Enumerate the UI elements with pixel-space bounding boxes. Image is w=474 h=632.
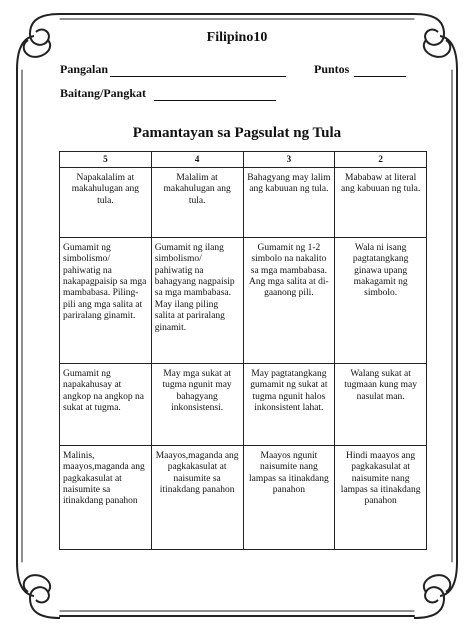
score-label: Puntos <box>314 62 350 76</box>
table-cell: Bahagyang may lalim ang kabuuan ng tula. <box>243 167 335 237</box>
table-cell: Hindi maayos ang pagkakasulat at naisumite nang lampas sa itinakdang panahon <box>335 445 427 549</box>
table-cell: Malalim at makahulugan ang tula. <box>151 167 243 237</box>
table-row <box>60 445 427 549</box>
column-header: 4 <box>151 152 243 168</box>
table-cell: Gumamit ng ilang simbolismo/ pahiwatig na bahagyang nagpaisip sa mga mambabasa. May ilang piling salita at pariralang ginamit. <box>151 237 243 363</box>
corner-scroll-bottom-right <box>414 562 457 618</box>
table-cell: Gumamit ng 1-2 simbolo na nakalito sa mga mambabasa. Ang mga salita at di-gaanong pili. <box>243 237 335 363</box>
table-row <box>60 363 427 445</box>
rubric-header-row <box>60 152 427 168</box>
table-cell: Walang sukat at tugmaan kung may nasulat man. <box>335 363 427 445</box>
table-cell: Malinis, maayos,maganda ang pagkakasulat at naisumite sa itinakdang panahon <box>60 445 152 549</box>
section-line[interactable] <box>154 89 276 101</box>
table-cell: Maayos ngunit naisumite nang lampas sa itinakdang panahon <box>243 445 335 549</box>
score-line[interactable] <box>354 65 406 77</box>
subject-title: Filipino10 <box>206 30 268 45</box>
table-cell: Maayos,maganda ang pagkakasulat at naisumite sa itinakdang panahon <box>151 445 243 549</box>
column-header: 5 <box>60 152 152 168</box>
table-cell: Wala ni isang pagtatangkang ginawa upang makagamit ng simbolo. <box>335 237 427 363</box>
column-header: 3 <box>243 152 335 168</box>
name-label: Pangalan <box>60 62 109 76</box>
rubric-table <box>59 151 427 550</box>
table-row <box>60 237 427 363</box>
name-field <box>60 62 286 77</box>
section-field <box>60 86 276 101</box>
table-cell: Mababaw at literal ang kabuuan ng tula. <box>335 167 427 237</box>
table-cell: Napakalalim at makahulugan ang tula. <box>60 167 152 237</box>
table-cell: Gumamit ng simbolismo/ pahiwatig na nakapagpaisip sa mga mambabasa. Piling- pili ang mga salita at pariralang ginamit. <box>60 237 152 363</box>
section-label: Baitang/Pangkat <box>60 86 147 100</box>
name-line[interactable] <box>110 65 286 77</box>
score-field <box>314 62 406 77</box>
column-header: 2 <box>335 152 427 168</box>
table-row <box>60 167 427 237</box>
table-cell: May pagtatangkang gumamit ng sukat at tugma ngunit halos inkonsistent lahat. <box>243 363 335 445</box>
table-cell: May mga sukat at tugma ngunit may bahagyang inkonsistensi. <box>151 363 243 445</box>
rubric-title: Pamantayan sa Pagsulat ng Tula <box>132 125 342 141</box>
table-cell: Gumamit ng napakahusay at angkop na angkop na sukat at tugma. <box>60 363 152 445</box>
corner-scroll-bottom-left <box>17 562 60 618</box>
